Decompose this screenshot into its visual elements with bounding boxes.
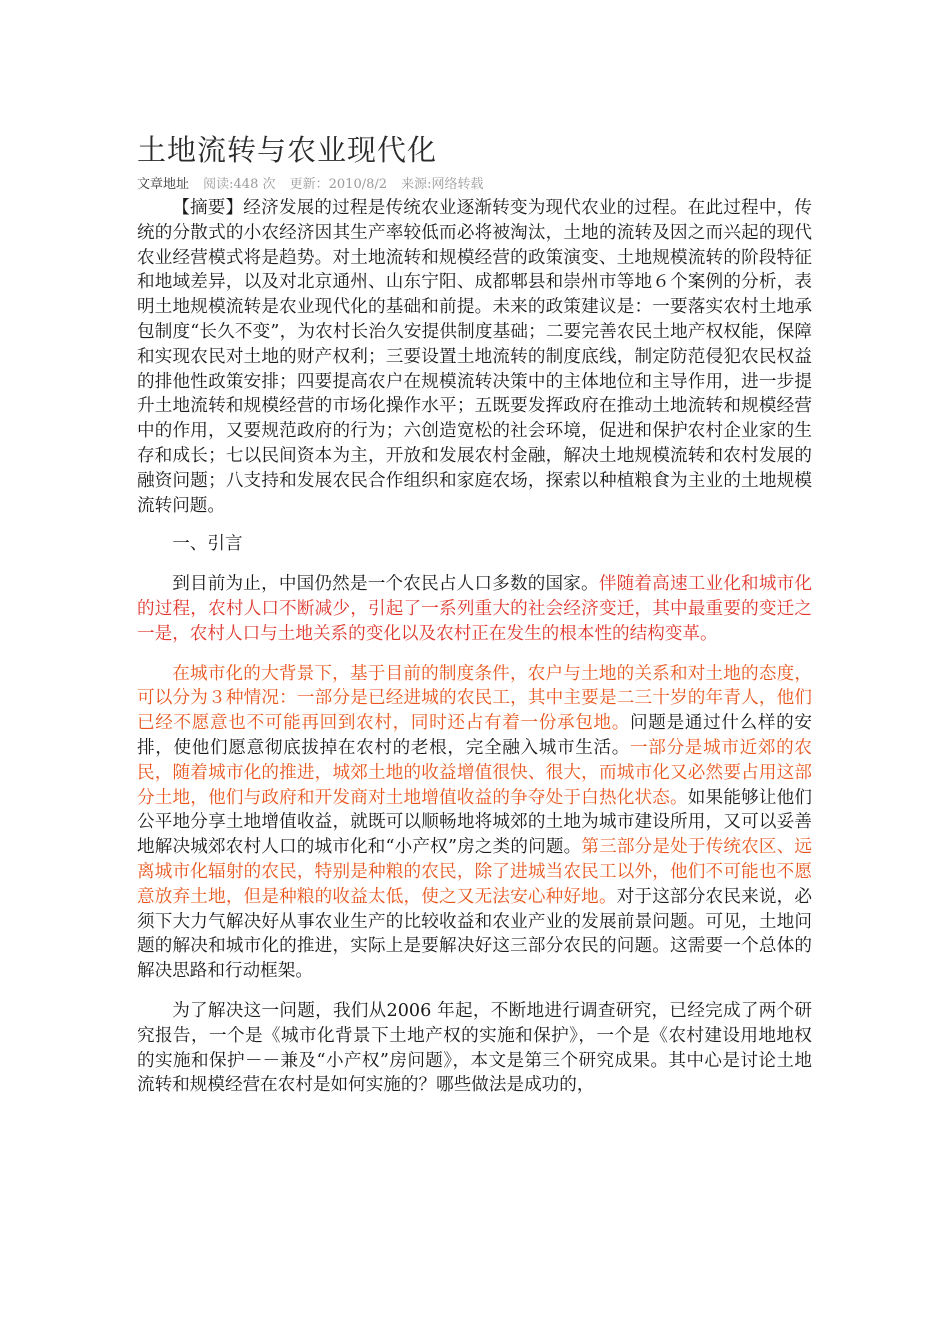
p2-text-3: 对于这部分农民来说，必须下大力气解决好从事农业生产的比较收益和农业产业的发展前景问题。可见，土地问题的解决和城市化的推进，实际上是要解决好这三部分农民的问题。这需要一个总体的解决思路和行动框架。 (137, 886, 812, 982)
p2-text-2: 如果能够让他们公平地分享土地增值收益，就既可以顺畅地将城郊的土地为城市建设所用，又可以妥善地解决城郊农村人口的城市化和“小产权”房之类的问题。 (137, 787, 812, 858)
intro-paragraph-1 (137, 572, 812, 646)
intro-paragraph-2 (137, 662, 812, 984)
p2-text-1: 问题是通过什么样的安排，使他们愿意彻底拔掉在农村的老根，完全融入城市生活。 (137, 713, 812, 758)
section-heading-introduction: 一、引言 (172, 534, 243, 555)
p2-highlight-1: 在城市化的大背景下，基于目前的制度条件，农户与土地的关系和对土地的态度，可以分为３种情况：一部分是已经进城的农民工，其中主要是二三十岁的年青人，他们已经不愿意也不可能再回到农村，同时还占有着一份承包地。 (137, 663, 812, 734)
abstract-paragraph: 【摘要】经济发展的过程是传统农业逐渐转变为现代农业的过程。在此过程中，传统的分散式的小农经济因其生产率较低而必将被淘汰，土地的流转及因之而兴起的现代农业经营模式将是趋势。对土地流转和规模经营的政策演变、土地规模流转的阶段特征和地域差异，以及对北京通州、山东宁阳、成都郫县和崇州市等地６个案例的分析，表明土地规模流转是农业现代化的基础和前提。未来的政策建议是：一要落实农村土地承包制度“长久不变”，为农村长治久安提供制度基础；二要完善农民土地产权权能，保障和实现农民对土地的财产权利；三要设置土地流转的制度底线，制定防范侵犯农民权益的排他性政策安排；四要提高农户在规模流转决策中的主体地位和主导作用，进一步提升土地流转和规模经营的市场化操作水平；五既要发挥政府在推动土地流转和规模经营中的作用，又要规范政府的行为；六创造宽松的社会环境，促进和保护农村企业家的生存和成长；七以民间资本为主，开放和发展农村金融，解决土地规模流转和农村发展的融资问题；八支持和发展农民合作组织和家庭农场，探索以种植粮食为主业的土地规模流转问题。 (137, 198, 812, 516)
intro-paragraph-3: 为了解决这一问题，我们从2006 年起，不断地进行调查研究，已经完成了两个研究报告，一个是《城市化背景下土地产权的实施和保护》，一个是《农村建设用地地权的实施和保护－－兼及“小产权”房问题》，本文是第三个研究成果。其中心是讨论土地流转和规模经营在农村是如何实施的？哪些做法是成功的， (137, 1000, 812, 1096)
meta-updated: 更新：2010/8/2 (289, 177, 388, 192)
article-title: 土地流转与农业现代化 (137, 133, 438, 167)
p1-plain-text: 到目前为止，中国仍然是一个农民占人口多数的国家。 (172, 574, 599, 595)
p2-highlight-2: 一部分是城市近郊的农民，随着城市化的推进，城郊土地的收益增值很快、很大，而城市化又必然要占用这部分土地，他们与政府和开发商对土地增值收益的争夺处于白热化状态。 (137, 737, 812, 808)
p1-highlight-text: 伴随着高速工业化和城市化的过程，农村人口不断减少，引起了一系列重大的社会经济变迁，其中最重要的变迁之一是，农村人口与土地关系的变化以及农村正在发生的根本性的结构变革。 (137, 574, 812, 644)
article-meta (137, 174, 812, 196)
meta-site[interactable]: 文章地址 (137, 177, 190, 192)
meta-reads: 阅读:448 次 (203, 177, 276, 192)
p2-highlight-3: 第三部分是处于传统农区、远离城市化辐射的农民，特别是种粮的农民，除了进城当农民工以外，他们不可能也不愿意放弃土地，但是种粮的收益太低，使之又无法安心种好地。 (137, 837, 812, 907)
meta-source: 来源:网络转载 (401, 177, 484, 192)
article (137, 128, 812, 1098)
